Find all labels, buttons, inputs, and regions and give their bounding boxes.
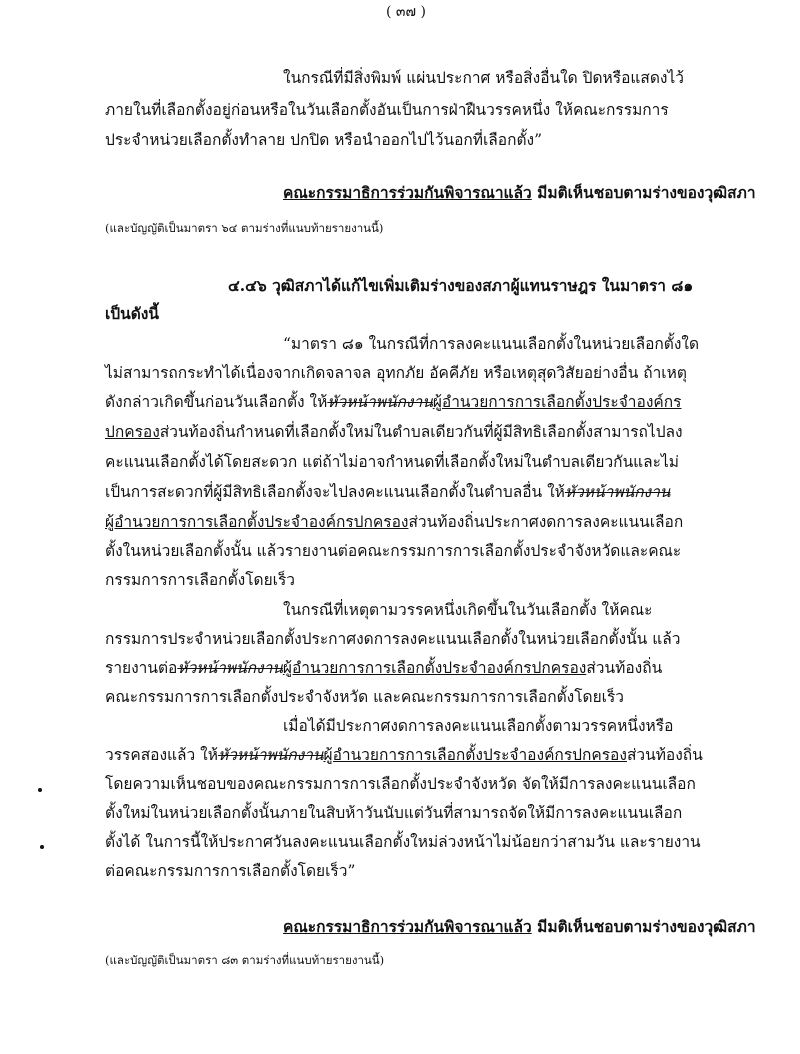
inserted-text: ปกครอง <box>105 423 160 441</box>
scan-mark <box>38 788 42 792</box>
body-line: กรรมการการเลือกตั้งโดยเร็ว <box>105 571 296 589</box>
body-line: ต่อคณะกรรมการการเลือกตั้งโดยเร็ว” <box>105 862 356 880</box>
body-line: ไม่สามารถกระทำได้เนื่องจากเกิดจลาจล อุทกภัย อัคคีภัย หรือเหตุสุดวิสัยอย่างอื่น ถ้าเหตุ <box>105 364 687 382</box>
body-line: คณะกรรมการการเลือกตั้งประจำจังหวัด และคณะกรรมการการเลือกตั้งโดยเร็ว <box>105 688 625 706</box>
body-line: ตั้งใหม่ในหน่วยเลือกตั้งนั้นภายในสิบห้าวันนับแต่วันที่สามารถจัดให้มีการลงคะแนนเลือก <box>105 804 683 822</box>
deleted-text: หัวหน้าพนักงาน <box>217 746 324 764</box>
body-line <box>105 422 683 442</box>
section-heading-cont: เป็นดังนี้ <box>105 304 159 323</box>
body-line <box>105 658 662 678</box>
decision-underlined: คณะกรรมาธิการร่วมกันพิจารณาแล้ว <box>283 917 532 936</box>
decision-note: (และบัญญัติเป็นมาตรา ๘๓ ตามร่างที่แนบท้ายรายงานนี้) <box>105 953 385 967</box>
body-line <box>105 745 703 765</box>
body-line: คะแนนเลือกตั้งได้โดยสะดวก แต่ถ้าไม่อาจกำหนดที่เลือกตั้งใหม่ในตำบลเดียวกันและไม่ <box>105 453 679 471</box>
decision-note: (และบัญญัติเป็นมาตรา ๖๔ ตามร่างที่แนบท้ายรายงานนี้) <box>105 221 384 235</box>
body-line: “มาตรา ๘๑ ในกรณีที่การลงคะแนนเลือกตั้งในหน่วยเลือกตั้งใด <box>283 335 700 353</box>
decision-text: มีมติเห็นชอบตามร่างของวุฒิสภา <box>531 183 756 202</box>
body-line: เมื่อได้มีประกาศงดการลงคะแนนเลือกตั้งตามวรรคหนึ่งหรือ <box>283 717 674 735</box>
body-text: ส่วนท้องถิ่นประกาศงดการลงคะแนนเลือก <box>408 513 684 531</box>
inserted-text: ผู้อำนวยการการเลือกตั้งประจำองค์กรปกครอง <box>323 746 627 764</box>
body-text: ส่วนท้องถิ่นกำหนดที่เลือกตั้งใหม่ในตำบลเดียวกันที่ผู้มีสิทธิเลือกตั้งสามารถไปลง <box>159 423 683 441</box>
deleted-text: หัวหน้าพนักงาน <box>327 393 433 411</box>
decision-underlined: คณะกรรมาธิการร่วมกันพิจารณาแล้ว <box>283 183 532 202</box>
body-line <box>105 392 681 412</box>
section-heading: ๔.๔๖ วุฒิสภาได้แก้ไขเพิ่มเติมร่างของสภาผู้แทนราษฎร ในมาตรา ๘๑ <box>228 276 694 295</box>
paragraph-line: ประจำหน่วยเลือกตั้งทำลาย ปกปิด หรือนำออกไปไว้นอกที่เลือกตั้ง” <box>105 131 543 149</box>
body-line: กรรมการประจำหน่วยเลือกตั้งประกาศงดการลงคะแนนเลือกตั้งในหน่วยเลือกตั้งนั้น แล้ว <box>105 630 681 648</box>
body-text: เป็นการสะดวกที่ผู้มีสิทธิเลือกตั้งจะไปลงคะแนนเลือกตั้งในตำบลอื่น ให้ <box>105 483 565 501</box>
committee-decision <box>283 183 756 203</box>
body-text: รายงานต่อ <box>105 659 178 677</box>
body-text: ส่วนท้องถิ่น <box>626 746 703 764</box>
body-line: ในกรณีที่เหตุตามวรรคหนึ่งเกิดขึ้นในวันเลือกตั้ง ให้คณะ <box>283 601 653 619</box>
inserted-text: ผู้อำนวยการการเลือกตั้งประจำองค์กรปกครอง <box>105 513 409 531</box>
paragraph-line: ภายในที่เลือกตั้งอยู่ก่อนหรือในวันเลือกตั้งอันเป็นการฝ่าฝืนวรรคหนึ่ง ให้คณะกรรมการ <box>105 101 669 119</box>
body-line: ตั้งได้ ในการนี้ให้ประกาศวันลงคะแนนเลือกตั้งใหม่ล่วงหน้าไม่น้อยกว่าสามวัน และรายงาน <box>105 833 701 851</box>
body-line: ตั้งในหน่วยเลือกตั้งนั้น แล้วรายงานต่อคณะกรรมการการเลือกตั้งประจำจังหวัดและคณะ <box>105 542 682 560</box>
body-text: วรรคสองแล้ว ให้ <box>105 746 218 764</box>
deleted-text: หัวหน้าพนักงาน <box>564 483 671 501</box>
inserted-text: ผู้อำนวยการการเลือกตั้งประจำองค์กร <box>432 393 682 411</box>
decision-text: มีมติเห็นชอบตามร่างของวุฒิสภา <box>531 917 756 936</box>
body-text: ดังกล่าวเกิดขึ้นก่อนวันเลือกตั้ง ให้ <box>105 393 328 411</box>
body-line <box>105 482 670 502</box>
paragraph-line: ในกรณีที่มีสิ่งพิมพ์ แผ่นประกาศ หรือสิ่งอื่นใด ปิดหรือแสดงไว้ <box>283 69 684 87</box>
body-text: ส่วนท้องถิ่น <box>586 659 663 677</box>
body-line: โดยความเห็นชอบของคณะกรรมการการเลือกตั้งประจำจังหวัด จัดให้มีการลงคะแนนเลือก <box>105 775 696 793</box>
scan-mark <box>40 845 44 849</box>
committee-decision <box>283 917 756 937</box>
deleted-text: หัวหน้าพนักงาน <box>177 659 283 677</box>
body-line <box>105 512 683 532</box>
page-number: ( ๓๗ ) <box>386 4 426 20</box>
inserted-text: ผู้อำนวยการการเลือกตั้งประจำองค์กรปกครอง <box>282 659 587 677</box>
